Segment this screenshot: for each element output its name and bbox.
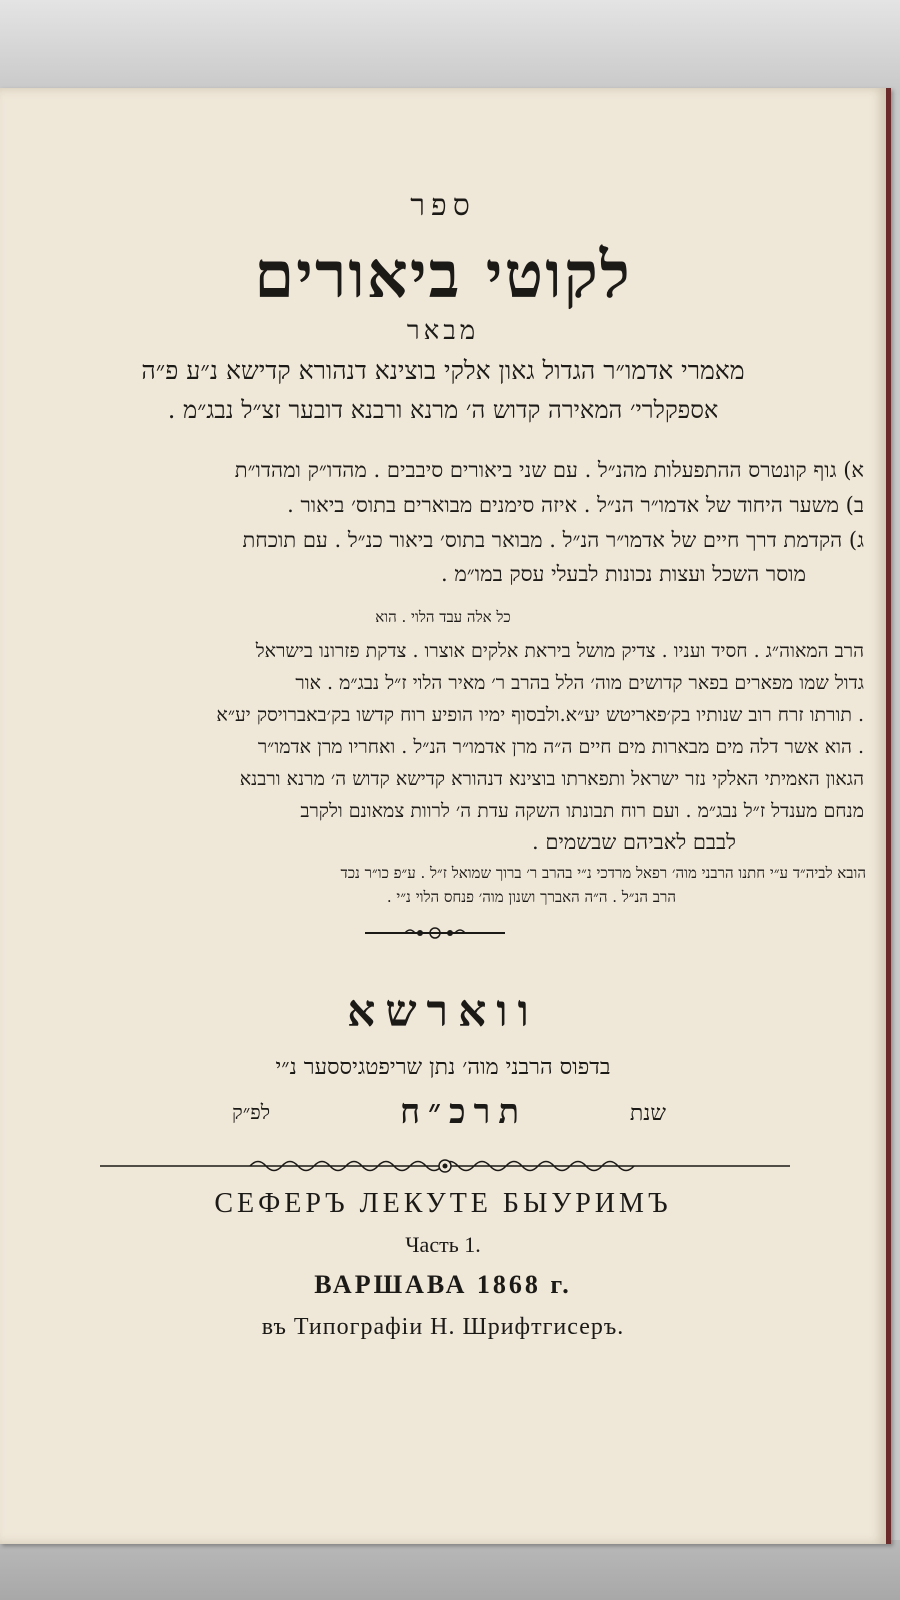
author-line-7: לבבם לאביהם שבשמים . (531, 830, 736, 854)
background-bottom (0, 1540, 900, 1600)
background-top (0, 0, 900, 95)
russian-part: Часть 1. (405, 1232, 481, 1257)
year-label: שנת (629, 1101, 666, 1126)
author-line-2: גדול שמו מפארים בפאר קדושים מוה׳ הלל בהרב ר׳ מאיר הלוי ז״ל נבג״מ . אור (295, 672, 864, 694)
russian-typography: въ Типографіи Н. Шрифтгисеръ. (261, 1314, 625, 1340)
kol-eleh-line: כל אלה עבד הלוי . הוא (375, 608, 511, 626)
sefer-word: ספר (410, 188, 476, 223)
contents-item-3-continued: מוסר השכל ועצות נכונות לבעלי עסק במו״מ . (440, 562, 806, 586)
mevoar-word: מבאר (406, 316, 480, 346)
russian-title: СЕФЕРЪ ЛЕКУТЕ БЫУРИМЪ (214, 1188, 672, 1219)
year-value: תרכ״ח (400, 1092, 528, 1132)
title-page (0, 88, 891, 1544)
author-line-5: הגאון האמיתי האלקי נזר ישראל ותפארתו בוצינא דנהורא קדישא קדוש ה׳ מרנא ורבנא (239, 768, 864, 790)
author-line-4: . הוא אשר דלה מים מבארות מים חיים ה״ה מרן אדמו״ר הנ״ל . ואחריו מרן אדמו״ר (257, 736, 864, 758)
author-line-6: מנחם מענדל ז״ל נבג״מ . ועם רוח תבונתו השקה עדת ה׳ לרוות צמאונם ולקרב (300, 800, 864, 822)
ornament-divider-small (365, 924, 505, 942)
ornament-divider-long (100, 1156, 790, 1176)
author-line-3: . תורתו זרח רוב שנותיו בק׳פאריטש יע״א.ולבסוף ימיו הופיע רוח קדשו בק׳באברויסק יע״א (216, 704, 864, 726)
city-hebrew: ווארשא (347, 986, 539, 1037)
dedication-line-2: אספקלרי׳ המאירה קדוש ה׳ מרנא ורבנא דובער זצ״ל נבג״מ . (167, 396, 719, 424)
contents-item-3: ג) הקדמת דרך חיים של אדמו״ר הנ״ל . מבואר בתוס׳ ביאור כנ״ל . עם תוכחת (242, 528, 864, 552)
lefak-label: לפ״ק (232, 1100, 271, 1124)
contents-item-2: ב) משער היחוד של אדמו״ר הנ״ל . איזה סימנים מבוארים בתוס׳ ביאור . (287, 493, 864, 517)
note-line-2: הרב הנ״ל . ה״ה האברך ושנון מוה׳ פנחס הלוי נ״י . (386, 888, 676, 906)
russian-city-year: ВАРШАВА 1868 г. (314, 1270, 572, 1299)
dedication-line-1: מאמרי אדמו״ר הגדול גאון אלקי בוצינא דנהורא קדישא נ״ע פ״ה (141, 356, 745, 385)
main-title: לקוטי ביאורים (254, 238, 632, 313)
note-line-1: הובא לביה״ד ע״י חתנו הרבני מוה׳ רפאל מרדכי נ״י בהרב ר׳ ברוך שמואל ז״ל . ע״פ כו״ר נכד (340, 864, 866, 882)
printer-hebrew: בדפוס הרבני מוה׳ נתן שריפטגיססער נ״י (275, 1055, 611, 1080)
author-line-1: הרב המאוה״ג . חסיד ועניו . צדיק מושל ביראת אלקים אוצרו . צדקת פזרונו בישראל (255, 640, 864, 662)
contents-item-1: א) גוף קונטרס ההתפעלות מהנ״ל . עם שני ביאורים סיבבים . מהדו״ק ומהדו״ת (234, 458, 864, 482)
